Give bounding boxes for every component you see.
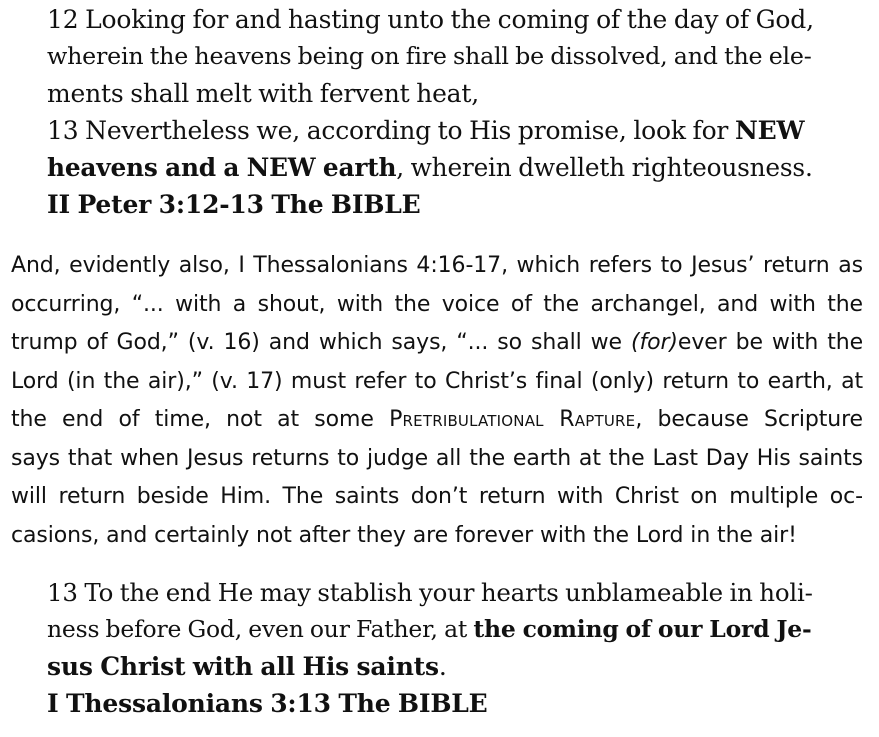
quote-text: . <box>438 652 447 681</box>
quote-line <box>47 611 817 648</box>
scripture-reference: II Peter 3:12-13 The BIBLE <box>47 190 421 219</box>
quote-line: 13 To the end He may stablish your hearts unblameable in holi- <box>47 578 813 607</box>
quote-emphasis: sus Christ with all His saints <box>47 652 439 681</box>
quote-line <box>47 149 817 186</box>
paragraph-line: casions, and certainly not after they are forever with the Lord in the air! <box>11 522 797 548</box>
quote-emphasis: NEW <box>734 116 805 145</box>
quote-emphasis: the coming of our Lord Je- <box>473 615 812 643</box>
paragraph-italic: (for) <box>630 330 678 355</box>
body-paragraph <box>11 247 863 555</box>
scripture-quote-2-peter <box>47 1 817 223</box>
paragraph-line: says that when Jesus returns to judge all the earth at the Last Day His saints <box>11 445 863 471</box>
paragraph-text: the end of time, not at some <box>11 407 390 432</box>
quote-line: 12 Looking for and hasting unto the coming of the day of God, <box>47 5 814 34</box>
quote-line <box>47 112 817 149</box>
quote-text: ness before God, even our Father, at <box>47 615 474 643</box>
paragraph-line <box>11 401 863 440</box>
scripture-quote-1-thessalonians <box>47 574 817 722</box>
paragraph-text: , because Scripture <box>635 407 863 432</box>
paragraph-line <box>11 324 863 363</box>
paragraph-text: trump of God,” (v. 16) and which says, “... so shall we <box>11 330 631 355</box>
paragraph-smallcaps: Pretribulational Rapture <box>389 407 636 432</box>
quote-text: 13 Nevertheless we, according to His promise, look for <box>47 116 735 145</box>
quote-emphasis: heavens and a NEW earth <box>47 153 397 182</box>
quote-line: ments shall melt with fervent heat, <box>47 79 479 108</box>
paragraph-line: Lord (in the air),” (v. 17) must refer to Christ’s final (only) return to earth, at <box>11 368 863 394</box>
paragraph-line: occurring, “... with a shout, with the voice of the archangel, and with the <box>11 291 863 317</box>
paragraph-text: ever be with the <box>677 330 864 355</box>
quote-line: wherein the heavens being on fire shall be dissolved, and the ele- <box>47 42 812 70</box>
quote-line <box>47 648 817 685</box>
paragraph-line: will return beside Him. The saints don’t return with Christ on multiple oc- <box>11 484 863 509</box>
quote-text: , wherein dwelleth righteousness. <box>396 153 813 182</box>
paragraph-line: And, evidently also, I Thessalonians 4:16-17, which refers to Jesus’ return as <box>11 253 863 278</box>
scripture-reference: I Thessalonians 3:13 The BIBLE <box>47 689 488 718</box>
